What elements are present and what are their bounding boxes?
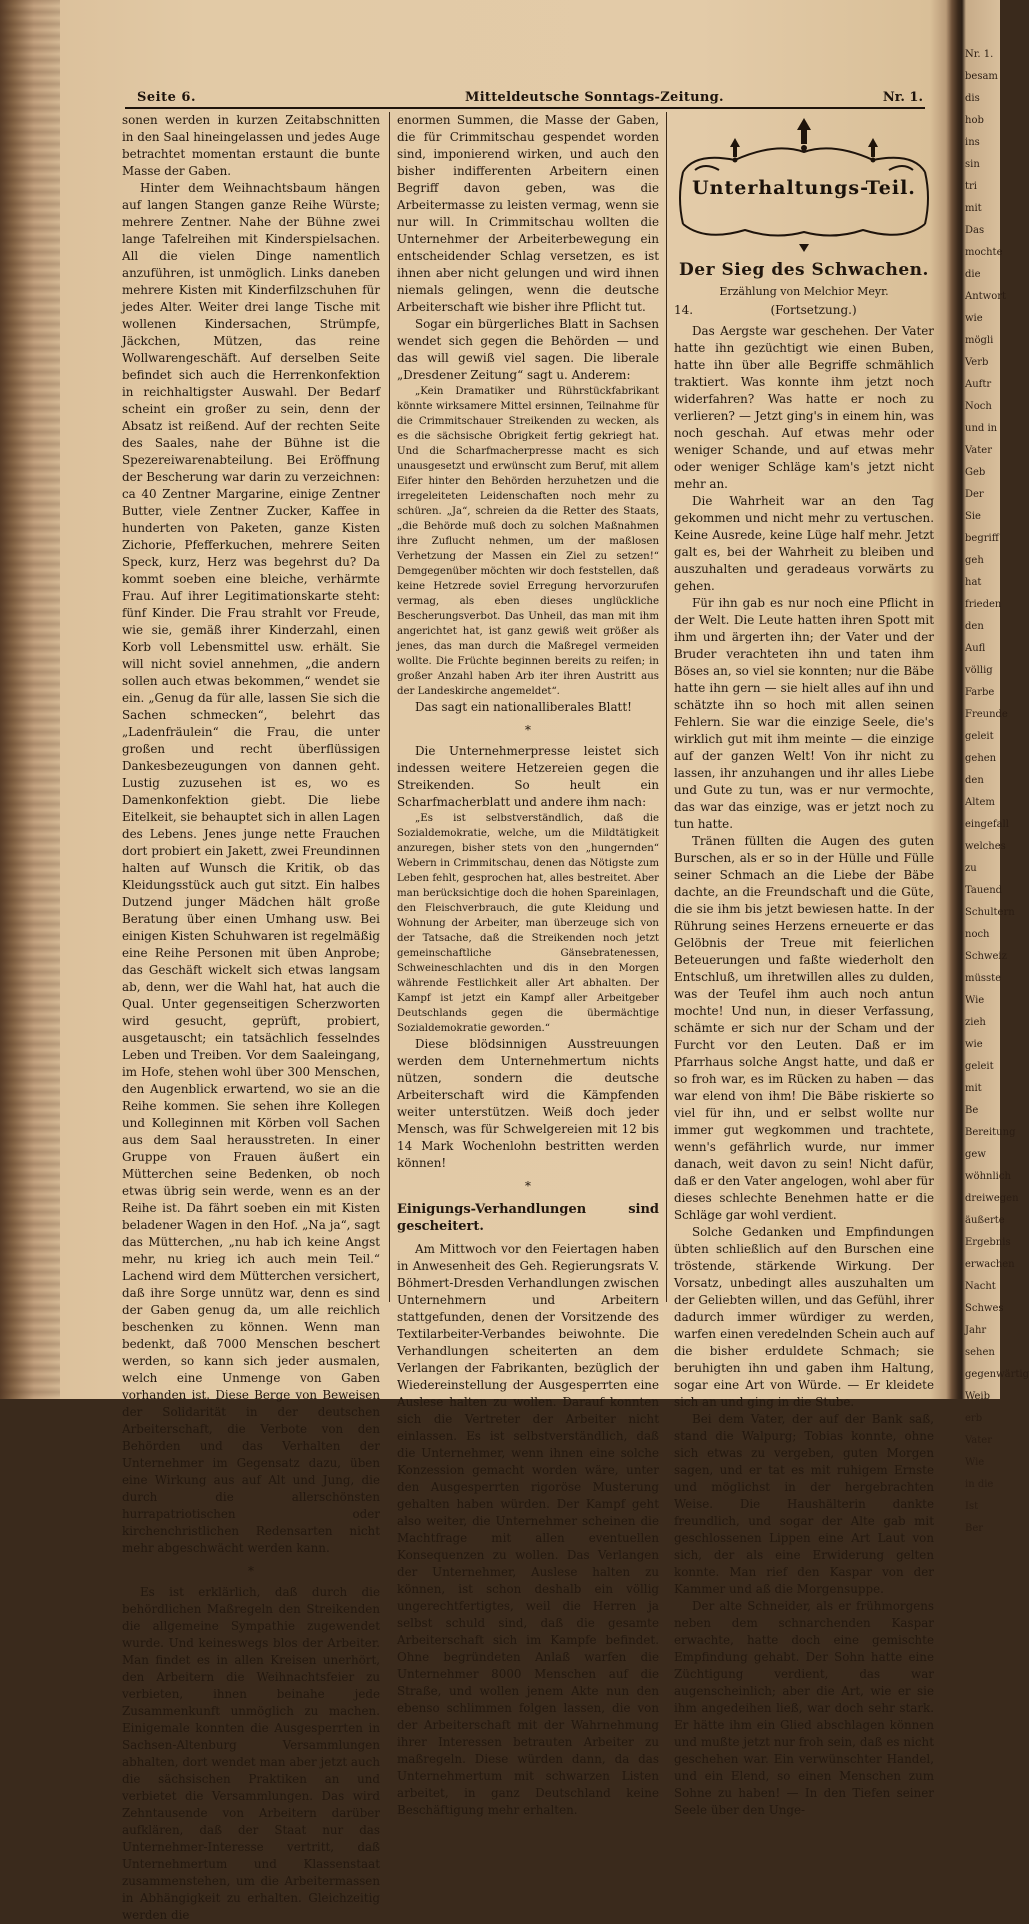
- edge-text-fragment: mochte: [965, 247, 1003, 258]
- edge-text-fragment: Bereitung: [965, 1127, 1016, 1138]
- edge-text-fragment: Schweiz: [965, 951, 1007, 962]
- paragraph: Sogar ein bürgerliches Blatt in Sachsen wendet sich gegen die Behörden — und das will gewiß viel sagen. Die liberale „Dresdener Zeitung“ sagt u. Anderem:: [397, 317, 659, 382]
- edge-text-fragment: Vater: [965, 445, 992, 456]
- edge-text-fragment: mit: [965, 203, 982, 214]
- column-divider: [389, 112, 390, 1302]
- story-continuation: [674, 302, 934, 319]
- edge-text-fragment: zieh: [965, 1017, 986, 1028]
- edge-text-fragment: sin: [965, 159, 980, 170]
- next-page-edge: [957, 0, 1029, 1534]
- edge-text-fragment: sehen: [965, 1347, 995, 1358]
- edge-text-fragment: und in: [965, 423, 998, 434]
- edge-text-fragment: besam: [965, 71, 998, 82]
- paragraph: Solche Gedanken und Empfindungen übten schließlich auf den Burschen eine tröstende, stärkende Wirkung. Der Vorsatz, unbedingt alles auszuhalten um der Geliebten willen, und das Gefühl, ihrer dadurch immer würdiger zu werden, warfen einen veredelnden Schein auch auf die bisher erduldete Schmach; sie beruhigten ihn und gaben ihm Haltung, sogar eine Art von Würde. — Er kleidete sich an und ging in die Stube.: [674, 1225, 934, 1409]
- edge-text-fragment: ins: [965, 137, 980, 148]
- section-heading: Einigungs-Verhandlungen sind gescheitert.: [397, 1202, 659, 1234]
- issue-number: Nr. 1.: [882, 90, 923, 105]
- masthead-title: Mitteldeutsche Sonntags-Zeitung.: [465, 90, 724, 105]
- edge-text-fragment: geleit: [965, 731, 994, 742]
- edge-text-fragment: Ist: [965, 1501, 979, 1512]
- edge-text-fragment: wöhnlich: [965, 1171, 1011, 1182]
- edge-text-fragment: Geb: [965, 467, 986, 478]
- edge-text-fragment: die: [965, 269, 981, 280]
- paragraph: Die Unternehmerpresse leistet sich indessen weitere Hetzereien gegen die Streikenden. So heult ein Scharfmacherblatt und andere ihm nach:: [397, 744, 659, 809]
- edge-text-fragment: zu: [965, 863, 977, 874]
- edge-text-fragment: Vater: [965, 1435, 992, 1446]
- column-divider: [666, 112, 667, 1302]
- edge-text-fragment: äußerte: [965, 1215, 1005, 1226]
- paragraph: Die Wahrheit war an den Tag gekommen und nicht mehr zu vertuschen. Keine Ausrede, keine Lüge half mehr. Jetzt galt es, bei der Wahrheit zu bleiben und auszuhalten und geradeaus vorwärts zu gehen.: [674, 494, 934, 593]
- edge-text-fragment: begriff: [965, 533, 999, 544]
- edge-text-fragment: wie: [965, 1039, 983, 1050]
- edge-text-fragment: Verb: [965, 357, 989, 368]
- story-title: Der Sieg des Schwachen.: [679, 260, 929, 280]
- edge-text-fragment: Antwort: [965, 291, 1007, 302]
- paragraph: Hinter dem Weihnachtsbaum hängen auf langen Stangen ganze Reihe Würste; mehrere Zentner. Nahe der Bühne zwei lange Tafelreihen mit Kinderspielsachen. All die vielen Dinge namentlich anzuführen, ist unmöglich. Links daneben mehrere Kisten mit Kinderfilzschuhen für jedes Alter. Weiter drei lange Tische mit wollenen Kindersachen, Strümpfe, Jäckchen, Mützen, das reine Wollwarengeschäft. Auf derselben Seite befindet sich auch die Herrenkonfektion in reichhaltigster Auswahl. Der Bedarf scheint ein großer zu sein, denn der Absatz ist reißend. Auf der rechten Seite des Saales, nahe der Bühne ist die Spezereiwarenabteilung. Bei Eröffnung der Bescherung war darin zu verzeichnen: ca 40 Zentner Margarine, einige Zentner Butter, viele Zentner Zucker, Kaffee in hunderten von Paketen, ganze Kisten Zichorie, Pfefferkuchen, mehrere Seiten Speck, kurz, Herz was begehrst du? Da kommt soeben eine bleiche, verhärmte Frau. Auf ihrer Legitimationskarte steht: fünf Kinder. Die Frau strahlt vor Freude, wie sie, gemäß ihrer Kinderzahl, einen Korb voll Lebensmittel usw. erhält. Sie will nicht soviel annehmen, „die andern sollen auch etwas bekommen,“ wendet sie ein. „Genug da für alle, lassen Sie sich die Sachen schmecken“, belehrt das „Ladenfräulein“ die Frau, die unter großen und recht überflüssigen Dankesbezeugungen von dannen geht. Lustig zuzusehen ist es, wo es Damenkonfektion giebt. Die liebe Eitelkeit, sie behauptet sich in allen Lagen des Lebens. Jenes junge nette Frauchen dort probiert ein Jakett, zwei Freundinnen halten auf Wunsch die Kritik, ob das Kleidungsstück auch gut sitzt. Ein halbes Dutzend junger Mädchen hält große Beratung über einen Umhang usw. Bei einigen Kisten Schuhwaren ist regelmäßig eine Reihe Personen mit üben Anprobe; das Geschäft wickelt sich etwas langsam ab, denn, wer die Wahl hat, hat auch die Qual. Unter gegenseitigen Scherzworten wird gesucht, geprüft, probiert, ausgetauscht; ein tatsächlich fesselndes Leben und Treiben. Vor dem Saaleingang, im Hofe, stehen wohl über 300 Menschen, den Augenblick erwartend, wo sie an die Reihe kommen. Sie sehen ihre Kollegen und Kolleginnen mit Körben voll Sachen aus dem Saal herausstreten. In einer Gruppe von Frauen äußert ein Mütterchen seine Bedenken, ob noch etwas übrig sein werde, wenn es an der Reihe ist. Da fährt soeben ein mit Kisten beladener Wagen in den Hof. „Na ja“, sagt das Mütterchen, „nu hab ich keine Angst mehr, nu krieg ich auch mein Teil.“ Lachend wird dem Mütterchen versichert, daß ihre Sorge unnütz war, denn es sind der Gaben genug da, um alle reichlich beschenken zu können. Wenn man bedenkt, daß 7000 Menschen beschert werden, so kann sich jeder ausmalen, welch eine Unmenge von Gaben vorhanden ist. Diese Berge von Beweisen der Solidarität in der deutschen Arbeiterschaft, die Verbote von den Behörden und das Verhalten der Unternehmer im Gegensatz dazu, üben eine Wirkung aus auf Alt und Jung, die durch die allerschönsten hurrapatriotischen oder kirchenchristlichen Redensarten nicht mehr abgeschwächt werden kann.: [122, 181, 380, 1555]
- edge-text-fragment: dreiwegen: [965, 1193, 1019, 1204]
- edge-text-fragment: Be: [965, 1105, 979, 1116]
- edge-text-fragment: Sie: [965, 511, 981, 522]
- edge-text-fragment: gew: [965, 1149, 986, 1160]
- edge-text-fragment: völlig: [965, 665, 993, 676]
- edge-text-fragment: geh: [965, 555, 984, 566]
- edge-text-fragment: Wie: [965, 1457, 985, 1468]
- edge-text-fragment: Schultern: [965, 907, 1015, 918]
- edge-text-fragment: Altem: [965, 797, 995, 808]
- edge-text-fragment: welches: [965, 841, 1006, 852]
- edge-text-fragment: Freunde: [965, 709, 1008, 720]
- edge-text-fragment: Aufl: [965, 643, 986, 654]
- edge-text-fragment: geleit: [965, 1061, 994, 1072]
- quotation: „Kein Dramatiker und Rührstückfabrikant könnte wirksamere Mittel ersinnen, Teilnahme für die Crimmitschauer Streikenden zu wecken, als es die sächsische Obrigkeit fertig gekriegt hat. Und die Scharfmacherpresse macht es sich unausgesetzt und erwünscht zum Beruf, mit allem Eifer hinter den Behörden herzuhetzen und die irregeleiteten Leidenschaften noch mehr zu schüren. „Ja“, schreien da die Retter des Staats, „die Behörde muß doch zu solchen Maßnahmen ihre Zuflucht nehmen, um der maßlosen Verhetzung der Massen ein Ziel zu setzen!“ Demgegenüber möchten wir doch feststellen, daß keine Hetzrede soviel Erregung hervorzurufen vermag, als eben dieses unglückliche Bescherungsverbot. Das Unheil, das man mit ihm angerichtet hat, ist ganz gewiß weit größer als jenes, das man durch die Maßregel vermeiden wollte. Die Früchte beginnen bereits zu reifen; in großer Anzahl haben Arb iter ihren Austritt aus der Landeskirche angemeldet“.: [397, 386, 659, 697]
- page-header: [125, 86, 925, 108]
- edge-text-fragment: gehen: [965, 753, 997, 764]
- edge-text-fragment: Noch: [965, 401, 992, 412]
- paragraph: Es ist erklärlich, daß durch die behördlichen Maßregeln den Streikenden die allgemeine Sympathie zugewendet wurde. Und keineswegs blos der Arbeiter. Man findet es in allen Kreisen unerhört, den Arbeitern die Weihnachtsfeier zu verbieten, ihnen beinahe jede Zusammenkunft unmöglich zu machen. Einigemale konnten die Ausgesperrten in Sachsen-Altenburg Versammlungen abhalten, dort wendet man aber jetzt auch die sächsischen Praktiken an und verbietet die Versammlungen. Das wird Zehntausende von Arbeitern darüber aufklären, daß der Staat nur das Unternehmer-Interesse vertritt, daß Unternehmertum und Klassenstaat zusammenstehen, um die Arbeitermassen in Abhängigkeit zu erhalten. Gleichzeitig werden die: [122, 1585, 380, 1922]
- edge-text-fragment: müsste: [965, 973, 1002, 984]
- continuation-label: (Fortsetzung.): [770, 303, 857, 317]
- column-1: [122, 112, 380, 1924]
- paragraph: Das sagt ein nationalliberales Blatt!: [415, 700, 632, 714]
- edge-text-fragment: in die: [965, 1479, 994, 1490]
- edge-text-fragment: Nr. 1.: [965, 49, 994, 60]
- section-title: Unterhaltungs-Teil.: [692, 177, 916, 199]
- edge-text-fragment: eingefall: [965, 819, 1009, 830]
- paragraph: enormen Summen, die Masse der Gaben, die für Crimmitschau gespendet worden sind, imponierend wirken, und auch den bisher indifferenten Arbeitern einen Begriff davon geben, was die Arbeitermasse zu leisten vermag, wenn sie nur will. In Crimmitschau wollten die Unternehmer der Arbeiterbewegung ein entscheidender Schlag versetzen, es ist ihnen aber nicht gelungen und wird ihnen niemals gelingen, wenn die deutsche Arbeiterschaft wie bisher ihre Pflicht tut.: [397, 113, 659, 314]
- edge-text-fragment: dis: [965, 93, 980, 104]
- edge-text-fragment: mögli: [965, 335, 994, 346]
- edge-text-fragment: Das: [965, 225, 985, 236]
- edge-text-fragment: Schwes: [965, 1303, 1004, 1314]
- paragraph: Am Mittwoch vor den Feiertagen haben in Anwesenheit des Geh. Regierungsrats V. Böhmert-Dresden Verhandlungen zwischen Unternehmern und Arbeitern stattgefunden, denen der Vorsitzende des Textilarbeiter-Verbandes beiwohnte. Die Verhandlungen scheiterten an dem Verlangen der Fabrikanten, bezüglich der Wiedereinstellung der Ausgesperrten eine Auslese halten zu wollen. Darauf konnten sich die Vertreter der Arbeiter nicht einlassen. Es ist selbstverständlich, daß die Unternehmer, wenn ihnen eine solche Konzession gemacht worden wäre, unter den Ausgesperrten rigoröse Musterung gehalten haben würden. Der Kampf geht also weiter, die Unternehmer scheinen die Machtfrage mit allen eventuellen Konsequenzen zu wollen. Das Verlangen der Unternehmer, Auslese halten zu können, ist schon deshalb ein völlig ungerechtfertigtes, weil die Herren ja selbst schuld sind, daß die gesamte Arbeiterschaft sich im Kampfe befindet. Ohne begründeten Anlaß warfen die Unternehmer 8000 Menschen auf die Straße, und wollen jenem Akte nun den ebenso schlimmen folgen lassen, die von der Arbeiterschaft mit der Wahrnehmung ihrer Interessen betrauten Arbeiter zu maßregeln. Diese würden dann, da das Unternehmertum mit schwarzen Listen arbeitet, in ganz Deutschland keine Beschäftigung mehr erhalten.: [397, 1242, 659, 1817]
- separator-star: *: [525, 1179, 531, 1193]
- edge-text-fragment: Tauend: [965, 885, 1003, 896]
- edge-text-fragment: Ber: [965, 1523, 984, 1534]
- paragraph: Bei dem Vater, der auf der Bank saß, stand die Walpurg; Tobias konnte, ohne sich etwas zu vergeben, guten Morgen sagen, und er tat es mit ruhigem Ernste und möglichst in der hergebrachten Weise. Die Haushälterin dankte freundlich, und sogar der Alte gab mit geschlossenen Lippen eine Art Laut von sich, der als eine Erwiderung gelten konnte. Man rief den Kaspar von der Kammer und aß die Morgensuppe.: [674, 1412, 934, 1596]
- edge-text-fragment: Weib: [965, 1391, 990, 1402]
- edge-text-fragment: erb: [965, 1413, 983, 1424]
- edge-text-fragment: Auftr: [965, 379, 992, 390]
- edge-text-fragment: erwachen: [965, 1259, 1015, 1270]
- edge-text-fragment: mit: [965, 1083, 982, 1094]
- edge-text-fragment: gegenwärtig: [965, 1369, 1029, 1380]
- edge-text-fragment: tri: [965, 181, 977, 192]
- paragraph: sonen werden in kurzen Zeitabschnitten in den Saal hineingelassen und jedes Auge betrachtet momentan erstaunt die bunte Masse der Gaben.: [122, 113, 380, 178]
- quotation: „Es ist selbstverständlich, daß die Sozialdemokratie, welche, um die Mildtätigkeit anzuregen, bisher stets von den „hungernden“ Webern in Crimmitschau, denen das Nötigste zum Leben fehlt, gesprochen hat, alles bestreitet. Aber man berücksichtige doch die hohen Spareinlagen, den Fleischverbrauch, die gute Kleidung und Wohnung der Arbeiter, man überzeuge sich von der Tatsache, daß die Streikenden noch jetzt gemeinschaftliche Gänsebratenessen, Schweineschlachten und dis in den Morgen währende Festlichkeit aller Art abhalten. Der Kampf ist jetzt ein Kampf aller Arbeitgeber Deutschlands gegen die übermächtige Sozialdemokratie geworden.“: [397, 813, 659, 1034]
- separator-star: *: [525, 723, 531, 737]
- section-banner: [675, 112, 933, 254]
- paragraph: Für ihn gab es nur noch eine Pflicht in der Welt. Die Leute hatten ihren Spott mit ihm und ärgerten ihn; der Vater und der Bruder verachteten ihn und taten ihm Böses an, so viel sie konnten; nur die Bäbe hatte ihn gern — sie hielt alles auf ihn und schätzte ihn so hoch mit allen seinen Fehlern. Sie war die einzige Seele, die's wirklich gut mit ihm meinte — die einzige auf der ganzen Welt! Von ihr nicht zu lassen, ihr anzuhangen und ihr alles Liebe und Gute zu tun, was er nur vermochte, das war das einzige, was er jetzt noch zu tun hatte.: [674, 596, 934, 831]
- edge-text-fragment: noch: [965, 929, 990, 940]
- story-author: Erzählung von Melchior Meyr.: [719, 285, 889, 298]
- edge-text-fragment: hat: [965, 577, 982, 588]
- paragraph: Tränen füllten die Augen des guten Burschen, als er so in der Hülle und Fülle seiner Schmach an die Liebe der Bäbe dachte, an die Freundschaft und die Güte, die sie ihm bis jetzt bewiesen hatte. In der Rührung seines Herzens erneuerte er das Gelöbnis der Treue mit feierlichen Beteuerungen und faßte wiederholt den Entschluß, um ihretwillen alles zu dulden, was der Teufel ihm auch noch antun mochte! Und nun, in dieser Verfassung, schämte er sich nur der Scham und der Furcht vor den Leuten. Daß er im Pfarrhaus solche Angst hatte, und daß er so froh war, es im Rücken zu haben — das war elend von ihm! Die Bäbe riskierte so viel für ihn, und er selbst wollte nur immer gut wegkommen und trachtete, wenn's gefährlich wurde, nur immer danach, weit davon zu sein! Nicht dafür, daß er den Vater angelogen, wohl aber für dieses schlechte Benehmen hatte er die Schläge gar wohl verdient.: [674, 834, 934, 1222]
- edge-text-fragment: hob: [965, 115, 984, 126]
- page-number: Seite 6.: [137, 90, 196, 105]
- edge-text-fragment: wie: [965, 313, 983, 324]
- edge-text-fragment: Wie: [965, 995, 985, 1006]
- paragraph: Das Aergste war geschehen. Der Vater hatte ihn gezüchtigt wie einen Buben, hatte ihn über alle Begriffe schmählich traktiert. Was konnte ihm jetzt noch widerfahren? Was hatte er noch zu verlieren? — Jetzt ging's in einem hin, was noch geschah. Auf etwas mehr oder weniger Schande, und auf etwas mehr oder weniger Schläge kam's jetzt nicht mehr an.: [674, 324, 934, 491]
- header-rule: [125, 107, 925, 109]
- installment-number: 14.: [674, 303, 694, 317]
- edge-text-fragment: den: [965, 621, 984, 632]
- edge-text-fragment: Ergebnis: [965, 1237, 1011, 1248]
- edge-text-fragment: den: [965, 775, 984, 786]
- column-2: [397, 112, 659, 1819]
- edge-text-fragment: Nacht: [965, 1281, 996, 1292]
- paragraph: Diese blödsinnigen Ausstreuungen werden dem Unternehmertum nichts nützen, sondern die deutsche Arbeiterschaft wird die Kämpfenden weiter unterstützen. Weiß doch jeder Mensch, was für Schwelgereien mit 12 bis 14 Mark Wochenlohn bestritten werden können!: [397, 1037, 659, 1170]
- edge-text-fragment: Farbe: [965, 687, 995, 698]
- binding-shadow: [0, 0, 60, 1399]
- column-3: [674, 112, 934, 1819]
- edge-text-fragment: Jahr: [965, 1325, 987, 1336]
- separator-star: *: [248, 1564, 254, 1578]
- edge-text-fragment: frieden: [965, 599, 1002, 610]
- edge-text-fragment: Der: [965, 489, 984, 500]
- paragraph: Der alte Schneider, als er frühmorgens neben dem schnarchenden Kaspar erwachte, hatte doch eine gemischte Empfindung gehabt. Der Sohn hatte eine Züchtigung verdient, das war augenscheinlich; aber die Art, wie er sie ihm angedeihen ließ, war doch sehr stark. Er hätte ihm ein Glied abschlagen können und mußte jetzt nur froh sein, daß es nicht geschehen war. Ein verwünschter Handel, und ein Elend, so einen Menschen zum Sohne zu haben! — In den Tiefen seiner Seele über den Unge-: [674, 1599, 934, 1817]
